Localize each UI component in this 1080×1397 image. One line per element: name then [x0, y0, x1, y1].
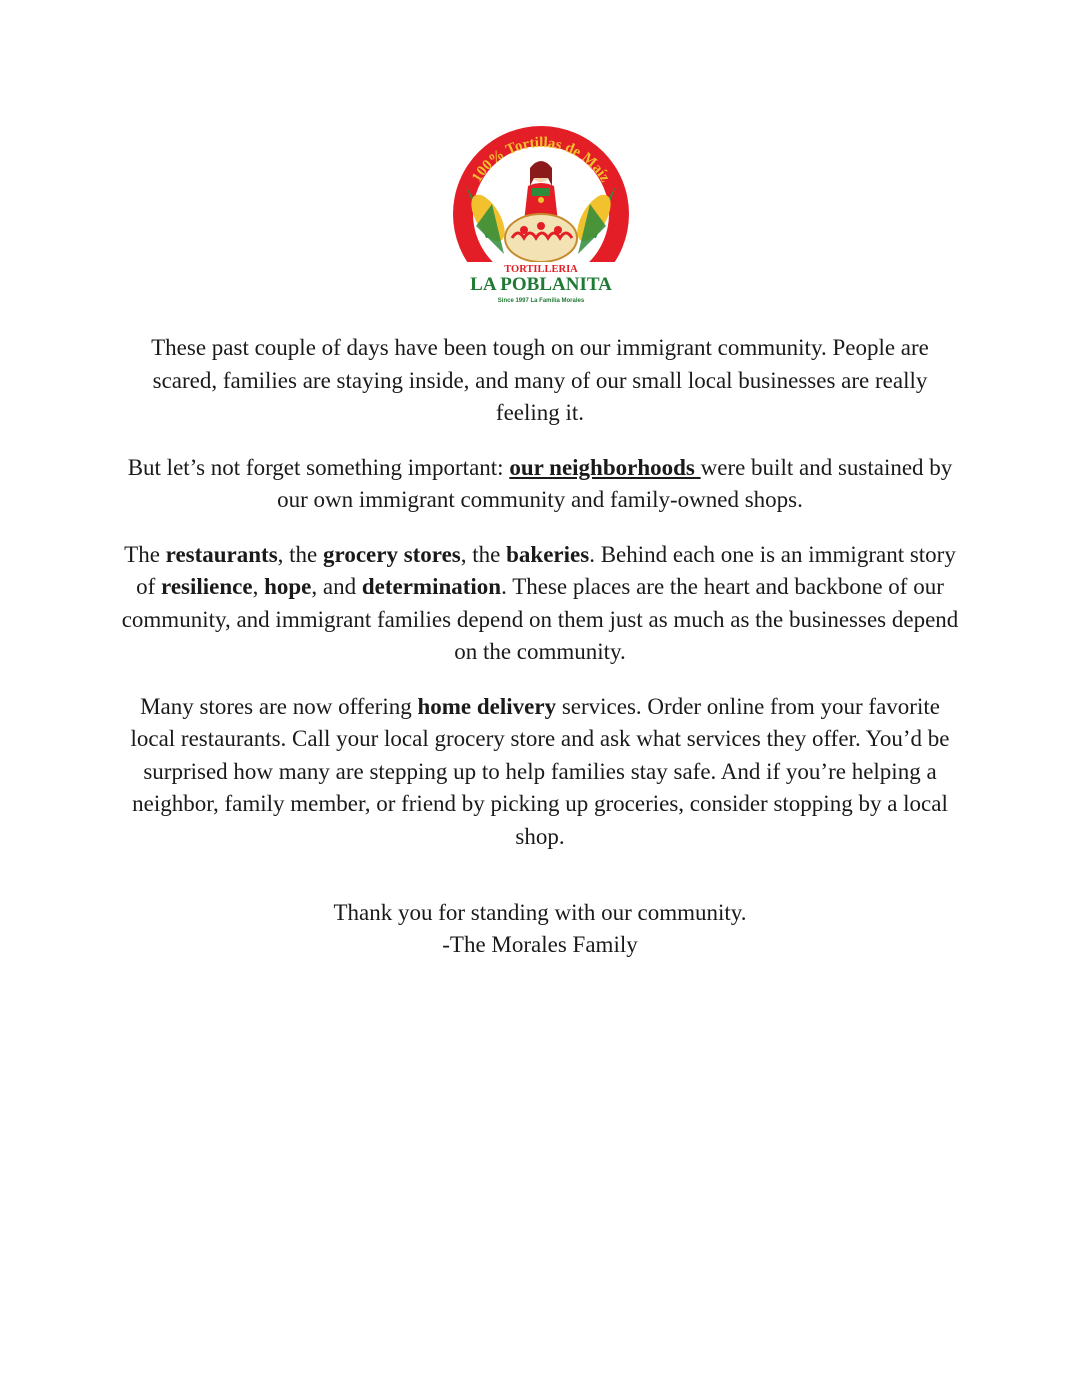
p3-text-i: , — [252, 574, 265, 599]
p3-text-g: . Behind each one is an immigrant story of — [136, 541, 956, 599]
logo-line1: TORTILLERIA — [504, 264, 578, 275]
p3-text-k: , and — [311, 574, 362, 599]
closing-signature: -The Morales Family — [442, 932, 638, 957]
p4-text-a: Many stores are now offering — [140, 693, 418, 719]
paragraph-2 — [120, 452, 960, 517]
tortilleria-logo — [448, 126, 634, 306]
paragraph-1: These past couple of days have been tough on our immigrant community. People are scared, families are staying inside, and many of our small local businesses are really feeling it. — [151, 335, 929, 425]
p3-bold-bakeries: bakeries — [506, 541, 590, 567]
tortilla-basket-icon — [505, 214, 577, 262]
p3-text-m: . These places are the heart and backbone of our community, and immigrant families depend on them just as much as the businesses depend on the community. — [121, 574, 959, 664]
p4-bold-home-delivery: home delivery — [417, 693, 557, 719]
closing-block — [120, 897, 960, 961]
paragraph-3 — [120, 539, 960, 669]
paragraph-4 — [120, 691, 960, 854]
p2-emphasis-neighborhoods: our neighborhoods — [509, 454, 701, 480]
p3-bold-grocery: grocery stores — [323, 541, 461, 567]
p3-text-c: , the — [277, 541, 324, 567]
p3-bold-resilience: resilience — [161, 574, 253, 599]
p2-text-a: But let’s not forget something important: — [127, 454, 510, 480]
p4-text-c: services. Order online from your favorite local restaurants. Call your local grocery store and ask what services they offer. You’d be surprised how many are stepping up to help families stay safe. And if you’re helping a neighbor, family member, or friend by picking up groceries, consider stopping by a local shop. — [130, 693, 950, 849]
p3-text-a: The — [124, 541, 166, 567]
logo-emblem — [448, 126, 634, 306]
letter-body — [120, 332, 960, 961]
p3-bold-hope: hope — [264, 574, 312, 599]
logo-arc-text: 100% Tortillas de Maíz — [469, 135, 614, 186]
p2-text-c: were built and sustained by our own immigrant community and family-owned shops. — [277, 454, 953, 512]
logo-line3: Since 1997 La Familia Morales — [497, 298, 585, 304]
closing-thanks: Thank you for standing with our community. — [333, 900, 747, 925]
p3-bold-restaurants: restaurants — [165, 541, 278, 567]
p3-bold-determination: determination — [361, 574, 502, 599]
logo-line2: LA POBLANITA — [470, 274, 612, 295]
p3-text-e: , the — [460, 541, 507, 567]
